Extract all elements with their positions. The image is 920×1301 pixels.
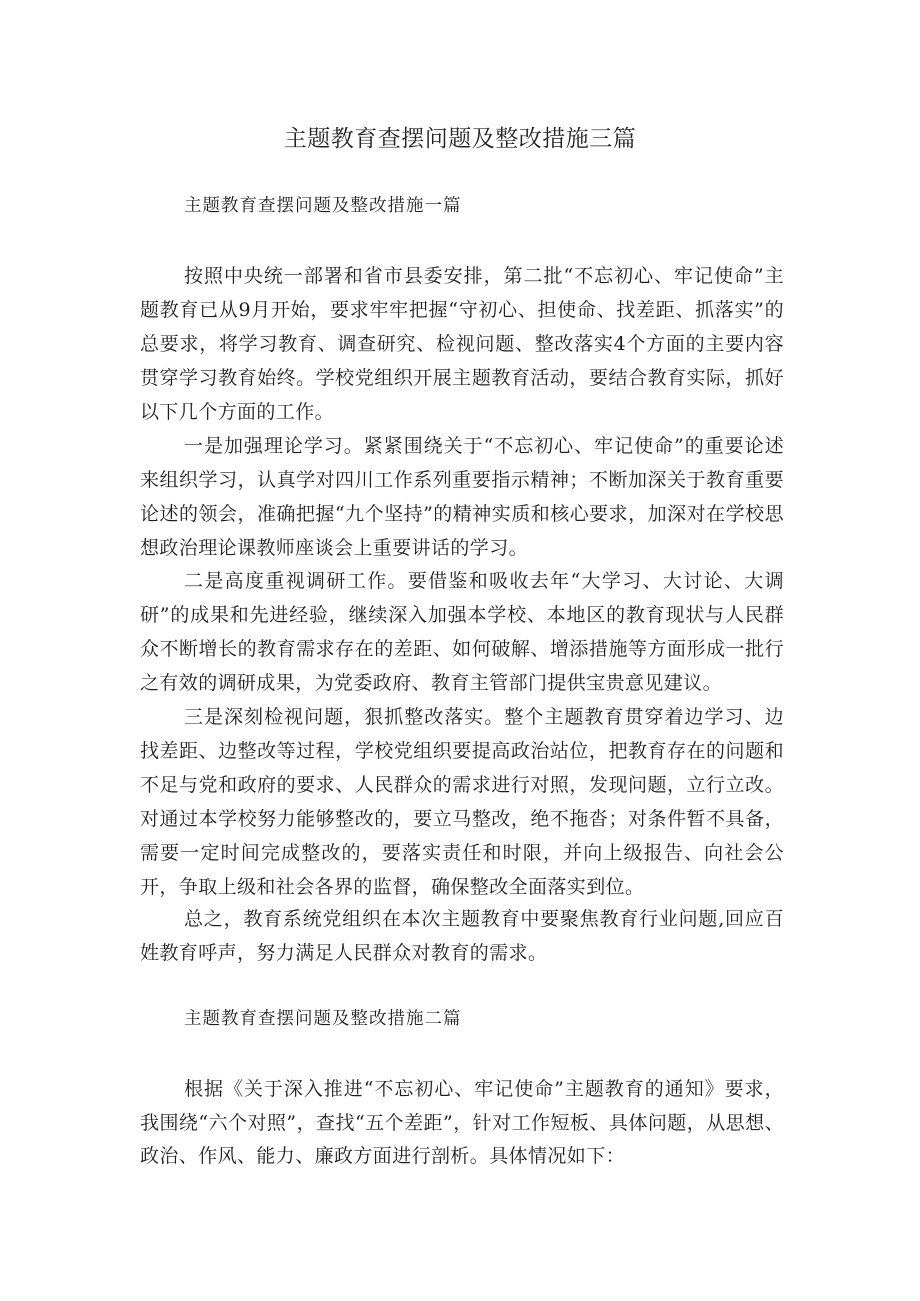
paragraph: 总之，教育系统党组织在本次主题教育中要聚焦教育行业问题,回应百姓教育呼声，努力满足人民群众对教育的需求。 [140,908,784,964]
section-heading-2: 主题教育查摆问题及整改措施二篇 [184,1009,462,1029]
paragraph: 二是高度重视调研工作。要借鉴和吸收去年“大学习、大讨论、大调研”的成果和先进经验，继续深入加强本学校、本地区的教育现状与人民群众不断增长的教育需求存在的差距、如何破解、增添措施等方面形成一批行之有效的调研成果，为党委政府、教育主管部门提供宝贵意见建议。 [140,570,784,694]
paragraph: 根据《关于深入推进“不忘初心、牢记使命”主题教育的通知》要求，我围绕“六个对照”，查找“五个差距”，针对工作短板、具体问题，从思想、政治、作风、能力、廉政方面进行剖析。具体情况如下： [140,1078,784,1167]
section-heading-1: 主题教育查摆问题及整改措施一篇 [184,196,462,216]
document-title: 主题教育查摆问题及整改措施三篇 [283,126,637,152]
paragraph: 三是深刻检视问题，狠抓整改落实。整个主题教育贯穿着边学习、边找差距、边整改等过程，学校党组织要提高政治站位，把教育存在的问题和不足与党和政府的要求、人民群众的需求进行对照，发现问题，立行立改。对通过本学校努力能够整改的，要立马整改，绝不拖沓；对条件暂不具备，需要一定时间完成整改的，要落实责任和时限，并向上级报告、向社会公开，争取上级和社会各界的监督，确保整改全面落实到位。 [140,706,784,898]
paragraph: 按照中央统一部署和省市县委安排，第二批“不忘初心、牢记使命”主题教育已从9月开始，要求牢牢把握“守初心、担使命、找差距、抓落实”的总要求，将学习教育、调查研究、检视问题、整改落实4个方面的主要内容贯穿学习教育始终。学校党组织开展主题教育活动，要结合教育实际，抓好以下几个方面的工作。 [140,265,784,423]
paragraph: 一是加强理论学习。紧紧围绕关于“不忘初心、牢记使命”的重要论述来组织学习，认真学对四川工作系列重要指示精神；不断加深关于教育重要论述的领会，准确把握“九个坚持”的精神实质和核心要求，加深对在学校思想政治理论课教师座谈会上重要讲话的学习。 [140,435,784,559]
